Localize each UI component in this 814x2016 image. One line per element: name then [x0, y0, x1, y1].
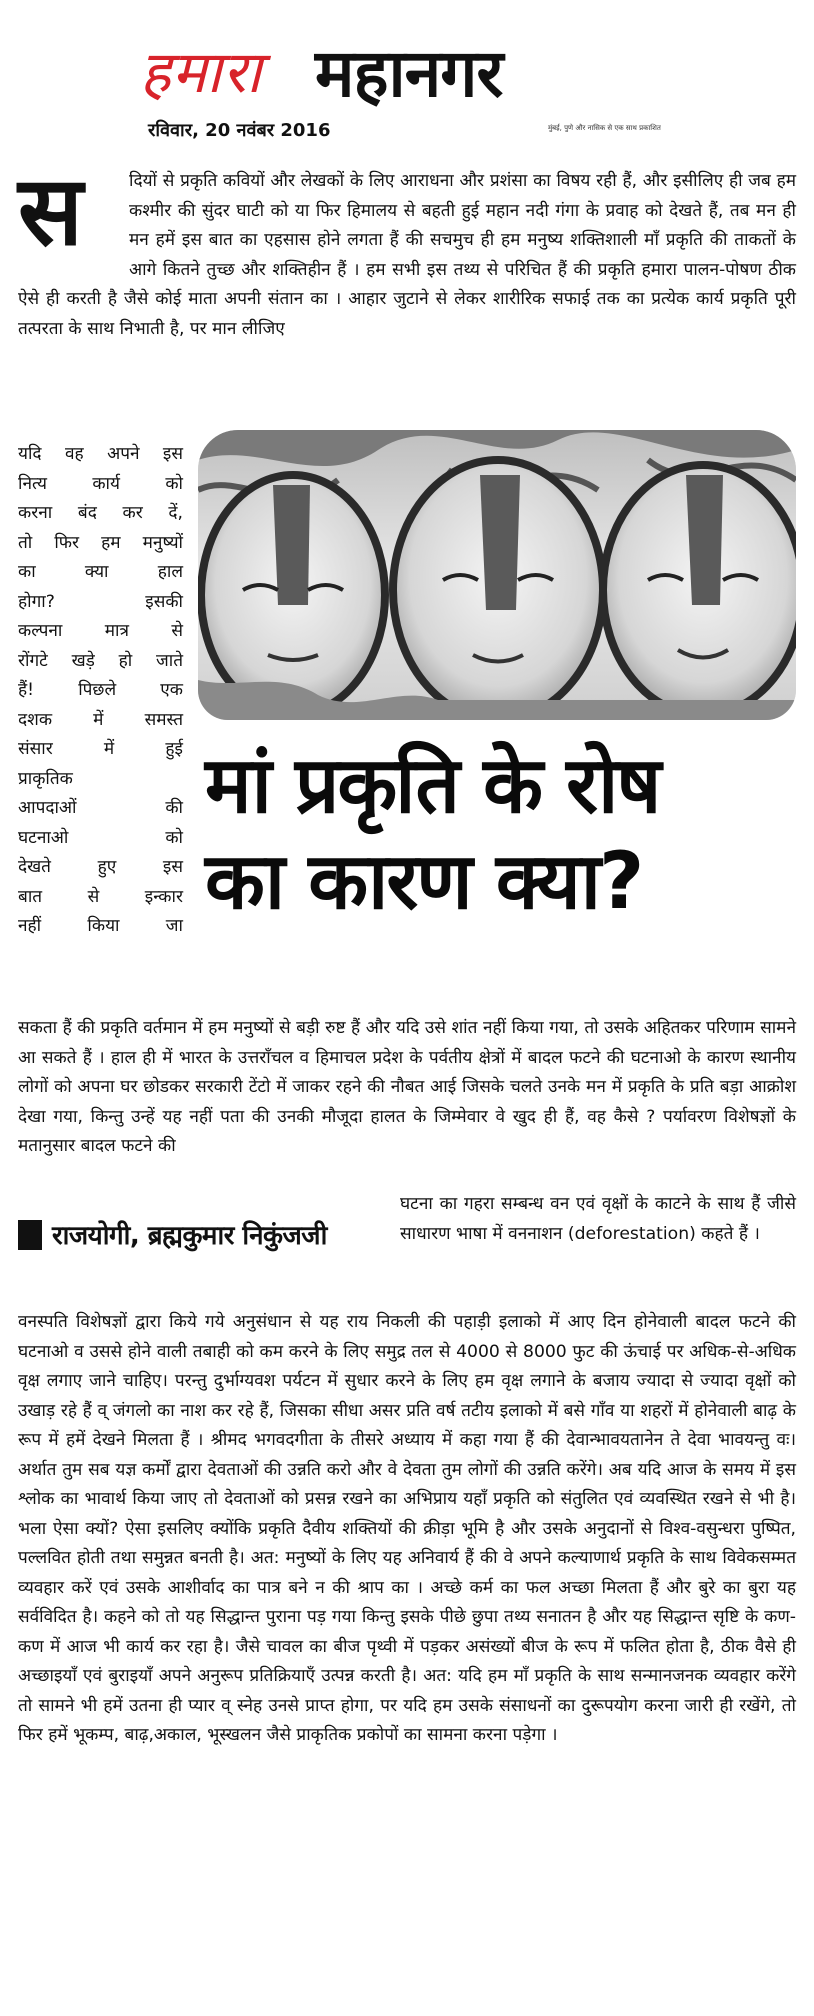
drop-cap: स [18, 154, 83, 267]
body-paragraph-3: वनस्पति विशेषज्ञों द्वारा किये गये अनुसंधान से यह राय निकली की पहाड़ी इलाको में आए दिन होनेवाली बादल फटने की घटनाओ व उससे होने वाली तबाही को कम करने के लिए समुद्र तल से 4000 से 8000 फुट की ऊंचाई पर अधिक-से-अधिक वृक्ष लगाए जाने चाहिए। परन्तु दुर्भाग्यवश पर्यटन में सुधार करने के लिए हम वृक्ष लगाने के बजाय ज्यादा से ज्यादा वृक्षों को उखाड़ रहे हैं व् जंगलो का नाश कर रहे हैं, जिसका सीधा असर प्रति वर्ष तटीय इलाको में बसे गाँव या शहरों में होनेवाली बाढ़ के रूप में हमें देखने मिलता हैं । श्रीमद भगवदगीता के तीसरे अध्याय में कहा गया हैं की देवान्भावयतानेन ते देवा भावयन्तु वः। अर्थात तुम सब यज्ञ कर्मों द्वारा देवताओं की उन्नति करो और वे देवता तुम लोगों की उन्नति करेंगे। अब यदि आज के समय में इस श्लोक का भावार्थ किया जाए तो देवताओं को प्रसन्न रखने का अभिप्राय यहाँ प्रकृति को संतुलित एवं व्यवस्थित रखने से भी है। भला ऐसा क्यों? ऐसा इसलिए क्योंकि प्रकृति दैवीय शक्तियों की क्रीड़ा भूमि है और उसके अनुदानों से विश्व-वसुन्धरा पुष्पित, पल्लवित होती तथा समुन्नत बनती है। अत: मनुष्यों के लिए यह अनिवार्य हैं की वे अपने कल्याणार्थ प्रकृति के साथ विवेकसम्मत व्यवहार करें एवं उसके आशीर्वाद का पात्र बने न की श्राप का । अच्छे कर्म का फल अच्छा मिलता हैं और बुरे का बुरा यह सर्वविदित है। कहने को तो यह सिद्धान्त पुराना पड़ गया किन्तु इसके पीछे छुपा तथ्य सनातन है और यह सिद्धान्त सृष्टि के कण-कण में आज भी कार्य कर रहा है। जैसे चावल का बीज पृथ्वी में पड़कर असंख्यों बीज के रूप में फलित होता है, ठीक वैसे ही अच्छाइयाँ एवं बुराइयाँ अपने अनुरूप प्रतिक्रियाएँ उत्पन्न करती है। अत: यदि हम माँ प्रकृति के साथ सन्मानजनक व्यवहार करेंगे तो सामने भी हमें उतना ही प्यार व् स्नेह उनसे प्राप्त होगा, पर यदि हम उसके संसाधनों का दुरूपयोग करना जारी ही रखेंगे, तो फिर हमें भूकम्प, बाढ़,अकाल, भूस्खलन जैसे प्राकृतिक प्रकोपों का सामना करना पड़ेगा । [18, 1312, 796, 1745]
left-column-line: आपदाओं की [18, 798, 183, 818]
intro-text: दियों से प्रकृति कवियों और लेखकों के लिए आराधना और प्रशंसा का विषय रही हैं, और इसीलिए ही जब हम कश्मीर की सुंदर घाटी को या फिर हिमालय से बहती हुई महान नदी गंगा के प्रवाह को देखते हैं, तब मन ही मन हमें इस बात का एहसास होने लगता हैं की सचमुच ही हम मनुष्य शक्तिशाली माँ प्रकृति की ताकतों के आगे कितने तुच्छ और शक्तिहीन हैं । हम सभी इस तथ्य से परिचित हैं की प्रकृति हमारा पालन-पोषण ठीक ऐसे ही करती है जैसे कोई माता अपनी संतान का । आहार जुटाने से लेकर शारीरिक सफाई तक का प्रत्येक कार्य प्रकृति पूरी तत्परता के साथ निभाती है, पर मान लीजिए [18, 171, 796, 339]
left-column-line: देखते हुए इस [18, 857, 183, 877]
left-column-line: होगा? इसकी [18, 591, 183, 612]
left-column-line: घटनाओ को [18, 827, 183, 848]
intro-paragraph [18, 154, 796, 344]
issue-date: रविवार, 20 नवंबर 2016 [148, 120, 331, 141]
left-column-line: का क्या हाल [18, 562, 183, 582]
body-paragraph-2: सकता हैं की प्रकृति वर्तमान में हम मनुष्यों से बड़ी रुष्ट हैं और यदि उसे शांत नहीं किया गया, तो उसके अहितकर परिणाम सामने आ सकते हैं । हाल ही में भारत के उत्तराँचल व हिमाचल प्रदेश के पर्वतीय क्षेत्रों में बादल फटने की घटनाओ के कारण स्थानीय लोगों को अपना घर छोडकर सरकारी टेंटो में जाकर रहने की नौबत आई जिसके चलते उनके मन में प्रकृति के प्रति बड़ा आक्रोश देखा गया, किन्तु उन्हें यह नहीं पता की उनकी मौजूदा हालत के जिम्मेवार वे खुद ही हैं, वह कैसे ? पर्यावरण विशेषज्ञों के मतानुसार बादल फटने की [18, 1018, 797, 1156]
left-column-line: रोंगटे खड़े हो जाते [18, 650, 183, 671]
left-column-line: संसार में हुई [18, 739, 183, 759]
brand-name-part2: महानगर [315, 35, 503, 112]
masthead [140, 30, 800, 140]
brand-name-part1: हमारा [140, 38, 263, 106]
left-column-line: हैं! पिछले एक [18, 680, 183, 700]
tree-faces-artwork [198, 430, 796, 720]
left-column-line: तो फिर हम मनुष्यों [18, 532, 183, 553]
left-column-line: प्राकृतिक [18, 768, 73, 789]
left-column [18, 440, 183, 942]
left-column-line: दशक में समस्त [18, 709, 183, 730]
tree-faces-illustration [198, 430, 796, 720]
left-column-line: यदि वह अपने इस [18, 444, 183, 464]
left-column-line: नित्य कार्य को [18, 473, 183, 494]
article-headline [205, 738, 800, 930]
body-paragraph-2-continued: घटना का गहरा सम्बन्ध वन एवं वृक्षों के काटने के साथ हैं जीसे साधारण भाषा में वननाशन (deforestation) कहते हैं । [400, 1194, 796, 1244]
byline-marker [18, 1220, 42, 1250]
author-name: राजयोगी, ब्रह्मकुमार निकुंजजी [52, 1221, 327, 1251]
left-column-line: करना बंद कर दें, [18, 503, 183, 523]
headline-line-1: मां प्रकृति के रोष [205, 741, 660, 831]
masthead-tagline: मुंबई, पुणे और नासिक से एक साथ प्रकाशित [548, 124, 661, 132]
left-column-line: बात से इन्कार [18, 886, 183, 907]
left-column-line: कल्पना मात्र से [18, 621, 183, 641]
left-column-line: नहीं किया जा [18, 916, 183, 936]
headline-line-2: का कारण क्या? [205, 837, 643, 927]
byline [18, 1216, 403, 1256]
